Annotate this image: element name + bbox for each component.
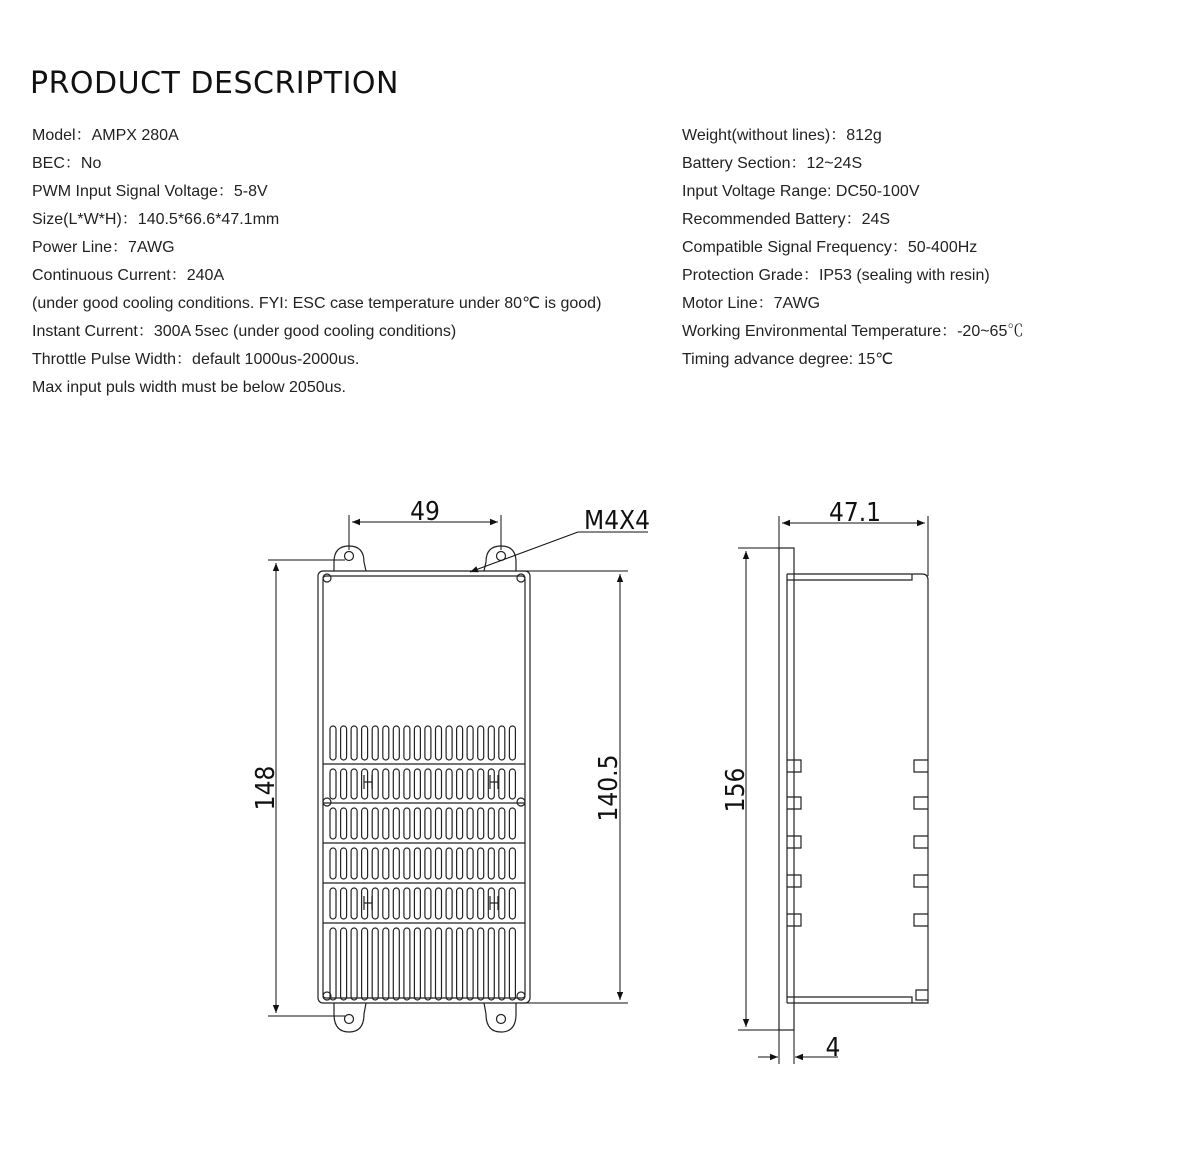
dim-hole-spacing: 49 xyxy=(410,497,440,527)
fin-slot xyxy=(341,848,347,879)
fin-slot xyxy=(362,928,368,1000)
spec-weight: Weight(without lines)：812g xyxy=(682,127,882,144)
spec-motor-line: Motor Line：7AWG xyxy=(682,295,821,312)
fin-slot xyxy=(351,848,357,879)
heatsink-fins xyxy=(330,726,515,1000)
fin-slot xyxy=(488,808,494,839)
fin-slot xyxy=(467,808,473,839)
fin-slot xyxy=(383,769,389,799)
dim-screw-size: M4X4 xyxy=(584,506,650,536)
fin-slot xyxy=(478,848,484,879)
fin-slot xyxy=(446,928,452,1000)
fin-slot xyxy=(488,726,494,760)
fin-slot xyxy=(341,769,347,799)
fin-slot xyxy=(488,848,494,879)
spec-recommended-battery: Recommended Battery：24S xyxy=(682,211,891,228)
fin-slot xyxy=(478,808,484,839)
spec-input-voltage: Input Voltage Range: DC50-100V xyxy=(682,183,920,200)
fin-slot xyxy=(467,769,473,799)
fin-slot xyxy=(393,726,399,760)
fin-slot xyxy=(457,726,463,760)
fin-slot xyxy=(425,848,431,879)
fin-slot xyxy=(467,888,473,919)
fin-slot xyxy=(467,848,473,879)
fin-slot xyxy=(372,726,378,760)
fin-slot xyxy=(341,808,347,839)
fin-slot xyxy=(467,726,473,760)
fin-slot xyxy=(383,808,389,839)
fin-slot xyxy=(372,769,378,799)
spec-instant-current: Instant Current：300A 5sec (under good cooling conditions) xyxy=(32,323,457,340)
spec-signal-frequency: Compatible Signal Frequency：50-400Hz xyxy=(682,239,978,256)
fin-slot xyxy=(457,848,463,879)
dim-body-length: 140.5 xyxy=(594,754,624,822)
fin-slot xyxy=(330,726,336,760)
fin-slot xyxy=(372,928,378,1000)
spec-bec: BEC：No xyxy=(32,155,102,172)
side-dimensions xyxy=(738,516,928,1064)
spec-throttle-pulse: Throttle Pulse Width：default 1000us-2000us. xyxy=(32,351,360,368)
spec-power-line: Power Line：7AWG xyxy=(32,239,175,256)
spec-max-pulse: Max input puls width must be below 2050us. xyxy=(32,379,346,396)
fin-slot xyxy=(436,769,442,799)
fin-slot xyxy=(446,726,452,760)
fin-slot xyxy=(351,769,357,799)
front-dimensions xyxy=(268,515,648,1016)
dim-overall-length: 148 xyxy=(251,765,281,811)
fin-slot xyxy=(425,808,431,839)
dim-flange: 4 xyxy=(825,1033,841,1063)
fin-slot xyxy=(467,928,473,1000)
fin-slot xyxy=(436,928,442,1000)
fin-slot xyxy=(362,848,368,879)
fin-slot xyxy=(383,848,389,879)
fin-slot xyxy=(457,928,463,1000)
fin-slot xyxy=(351,808,357,839)
fin-slot xyxy=(372,848,378,879)
fin-slot xyxy=(499,726,505,760)
spec-working-temperature: Working Environmental Temperature：-20~65℃ xyxy=(682,323,1024,340)
fin-slot xyxy=(404,848,410,879)
fin-slot xyxy=(425,928,431,1000)
spec-cooling-note: (under good cooling conditions. FYI: ESC case temperature under 80℃ is good) xyxy=(32,295,602,312)
fin-slot xyxy=(393,769,399,799)
fin-slot xyxy=(509,848,515,879)
fin-slot xyxy=(414,726,420,760)
spec-protection-grade: Protection Grade：IP53 (sealing with resin) xyxy=(682,267,990,284)
fin-slot xyxy=(351,928,357,1000)
fin-slot xyxy=(330,848,336,879)
fin-slot xyxy=(425,726,431,760)
page-title: PRODUCT DESCRIPTION xyxy=(30,66,399,101)
fin-slot xyxy=(414,769,420,799)
spec-pwm-voltage: PWM Input Signal Voltage：5-8V xyxy=(32,183,268,200)
fin-slot xyxy=(351,888,357,919)
fin-slot xyxy=(499,808,505,839)
fin-slot xyxy=(457,808,463,839)
fin-slot xyxy=(341,928,347,1000)
spec-timing-advance: Timing advance degree: 15℃ xyxy=(682,351,894,368)
fin-slot xyxy=(436,848,442,879)
fin-slot xyxy=(509,808,515,839)
fin-slot xyxy=(330,769,336,799)
fin-slot xyxy=(393,848,399,879)
fin-slot xyxy=(436,888,442,919)
fin-slot xyxy=(488,928,494,1000)
fin-slot xyxy=(341,726,347,760)
fin-slot xyxy=(446,769,452,799)
fin-slot xyxy=(509,928,515,1000)
fin-slot xyxy=(478,769,484,799)
fin-slot xyxy=(446,888,452,919)
fin-slot xyxy=(383,928,389,1000)
fin-slot xyxy=(414,808,420,839)
fin-slot xyxy=(383,888,389,919)
fin-slot xyxy=(478,888,484,919)
fin-slot xyxy=(436,808,442,839)
fin-slot xyxy=(425,769,431,799)
fin-slot xyxy=(425,888,431,919)
spec-continuous-current: Continuous Current：240A xyxy=(32,267,225,284)
fin-slot xyxy=(478,726,484,760)
fin-slot xyxy=(457,888,463,919)
fin-slot xyxy=(446,848,452,879)
spec-size: Size(L*W*H)：140.5*66.6*47.1mm xyxy=(32,211,280,228)
fin-slot xyxy=(362,808,368,839)
fin-slot xyxy=(509,726,515,760)
fin-slot xyxy=(414,888,420,919)
fin-slot xyxy=(509,769,515,799)
dim-height: 47.1 xyxy=(828,498,882,528)
fin-slot xyxy=(383,726,389,760)
fin-slot xyxy=(499,848,505,879)
fin-slot xyxy=(372,808,378,839)
spec-battery-section: Battery Section：12~24S xyxy=(682,155,863,172)
fin-slot xyxy=(404,726,410,760)
dim-length: 156 xyxy=(721,767,751,813)
fin-slot xyxy=(509,888,515,919)
front-view xyxy=(318,546,530,1032)
fin-slot xyxy=(499,888,505,919)
fin-slot xyxy=(436,726,442,760)
fin-slot xyxy=(330,888,336,919)
fin-slot xyxy=(414,928,420,1000)
fin-slot xyxy=(393,808,399,839)
fin-slot xyxy=(393,928,399,1000)
fin-slot xyxy=(341,888,347,919)
side-view xyxy=(779,548,928,1030)
fin-slot xyxy=(372,888,378,919)
fin-slot xyxy=(499,928,505,1000)
fin-slot xyxy=(330,808,336,839)
fin-slot xyxy=(404,808,410,839)
fin-slot xyxy=(404,928,410,1000)
spec-model: Model：AMPX 280A xyxy=(32,127,179,144)
fin-slot xyxy=(351,726,357,760)
fin-slot xyxy=(393,888,399,919)
fin-slot xyxy=(404,769,410,799)
fin-slot xyxy=(499,769,505,799)
fin-slot xyxy=(362,726,368,760)
fin-slot xyxy=(414,848,420,879)
fin-slot xyxy=(404,888,410,919)
fin-slot xyxy=(488,769,494,799)
fin-slot xyxy=(478,928,484,1000)
fin-slot xyxy=(446,808,452,839)
fin-slot xyxy=(457,769,463,799)
fin-slot xyxy=(330,928,336,1000)
